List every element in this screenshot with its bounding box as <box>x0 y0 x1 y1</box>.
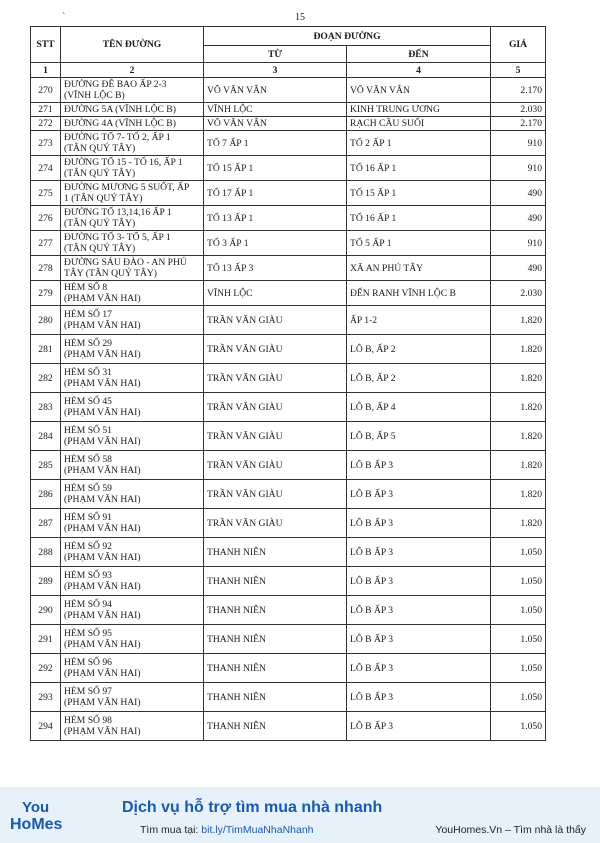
row-price: 1.820 <box>491 393 546 422</box>
header-stt: STT <box>31 27 61 63</box>
footer-banner <box>0 787 600 843</box>
street-name-line: (PHẠM VĂN HAI) <box>64 668 141 679</box>
street-name-line: ĐƯỜNG TỔ 3- TỔ 5, ẤP 1 <box>64 232 171 243</box>
scan-mark: ` <box>62 12 66 23</box>
footer-find <box>140 824 314 836</box>
row-to: TỔ 5 ẤP 1 <box>347 231 491 256</box>
land-price-table <box>30 26 546 741</box>
row-stt: 281 <box>31 335 61 364</box>
row-street-name <box>61 596 204 625</box>
footer-site[interactable]: YouHomes.Vn – Tìm nhà là thấy <box>435 824 586 836</box>
table-row <box>31 335 546 364</box>
row-price: 1.050 <box>491 654 546 683</box>
row-to: ĐẾN RANH VĨNH LỘC B <box>347 281 491 306</box>
table-row <box>31 231 546 256</box>
table-row <box>31 538 546 567</box>
row-to: LÔ B ẤP 3 <box>347 538 491 567</box>
row-to: LÔ B, ẤP 2 <box>347 335 491 364</box>
row-street-name <box>61 306 204 335</box>
row-from: THANH NIÊN <box>204 625 347 654</box>
row-to: LÔ B ẤP 3 <box>347 480 491 509</box>
row-from: TRẦN VĂN GIÀU <box>204 364 347 393</box>
footer-find-label: Tìm mua tại: <box>140 824 202 836</box>
street-name-line: HẺM SỐ 95 <box>64 628 112 639</box>
row-street-name <box>61 131 204 156</box>
row-price: 1.820 <box>491 480 546 509</box>
row-price: 910 <box>491 156 546 181</box>
row-price: 1.820 <box>491 306 546 335</box>
row-stt: 293 <box>31 683 61 712</box>
row-from: THANH NIÊN <box>204 567 347 596</box>
table-row <box>31 281 546 306</box>
row-to: LÔ B ẤP 3 <box>347 683 491 712</box>
table-row <box>31 480 546 509</box>
table-body <box>31 78 546 741</box>
row-to: TỔ 2 ẤP 1 <box>347 131 491 156</box>
table-row <box>31 256 546 281</box>
row-street-name <box>61 567 204 596</box>
row-from: TỔ 15 ẤP 1 <box>204 156 347 181</box>
street-name-line: HẺM SỐ 59 <box>64 483 112 494</box>
street-name-line: HẺM SỐ 96 <box>64 657 112 668</box>
row-price: 1.820 <box>491 422 546 451</box>
table-row <box>31 422 546 451</box>
street-name-line: HẺM SỐ 97 <box>64 686 112 697</box>
street-name-line: ĐƯỜNG SÁU ĐÀO - AN PHÚ <box>64 257 187 268</box>
row-stt: 288 <box>31 538 61 567</box>
row-stt: 274 <box>31 156 61 181</box>
street-name-line: (PHẠM VĂN HAI) <box>64 639 141 650</box>
row-stt: 291 <box>31 625 61 654</box>
row-to: LÔ B ẤP 3 <box>347 654 491 683</box>
street-name-line: (PHẠM VĂN HAI) <box>64 610 141 621</box>
row-to: XÃ AN PHÚ TÂY <box>347 256 491 281</box>
row-price: 1.820 <box>491 509 546 538</box>
col-number: 5 <box>491 63 546 78</box>
row-price: 910 <box>491 231 546 256</box>
row-street-name <box>61 181 204 206</box>
row-from: TRẦN VĂN GIÀU <box>204 393 347 422</box>
table-row <box>31 103 546 117</box>
youhomes-logo <box>8 799 108 837</box>
header-to: ĐẾN <box>347 46 491 63</box>
row-street-name <box>61 156 204 181</box>
row-from: TRẦN VĂN GIÀU <box>204 480 347 509</box>
row-street-name <box>61 422 204 451</box>
row-stt: 273 <box>31 131 61 156</box>
street-name-line: HẺM SỐ 92 <box>64 541 112 552</box>
table-row <box>31 683 546 712</box>
row-from: TRẦN VĂN GIÀU <box>204 335 347 364</box>
row-to: LÔ B ẤP 3 <box>347 451 491 480</box>
street-name-line: (TÂN QUÝ TÂY) <box>64 168 136 179</box>
row-from: VÕ VĂN VÂN <box>204 117 347 131</box>
row-street-name <box>61 231 204 256</box>
table-row <box>31 306 546 335</box>
row-price: 910 <box>491 131 546 156</box>
page-number: 15 <box>295 12 305 23</box>
col-number: 3 <box>204 63 347 78</box>
row-to: TỔ 16 ẤP 1 <box>347 156 491 181</box>
logo-homes: HoMes <box>10 816 63 833</box>
row-stt: 290 <box>31 596 61 625</box>
row-stt: 285 <box>31 451 61 480</box>
row-from: TỔ 13 ẤP 1 <box>204 206 347 231</box>
street-name-line: 1 (TÂN QUÝ TÂY) <box>64 193 143 204</box>
row-price: 1.050 <box>491 712 546 741</box>
street-name-line: HẺM SỐ 91 <box>64 512 112 523</box>
row-to: RẠCH CẦU SUỐI <box>347 117 491 131</box>
street-name-line: (PHẠM VĂN HAI) <box>64 349 141 360</box>
row-price: 2.170 <box>491 117 546 131</box>
street-name-line: HẺM SỐ 8 <box>64 282 108 293</box>
street-name-line: HẺM SỐ 29 <box>64 338 112 349</box>
footer-title: Dịch vụ hỗ trợ tìm mua nhà nhanh <box>122 799 383 816</box>
row-street-name <box>61 451 204 480</box>
street-name-line: HẺM SỐ 58 <box>64 454 112 465</box>
row-from: TRẦN VĂN GIÀU <box>204 306 347 335</box>
street-name-line: HẺM SỐ 51 <box>64 425 112 436</box>
row-price: 1.820 <box>491 451 546 480</box>
table-row <box>31 393 546 422</box>
row-stt: 294 <box>31 712 61 741</box>
table-row <box>31 364 546 393</box>
row-to: VÕ VĂN VÂN <box>347 78 491 103</box>
street-name-line: (PHẠM VĂN HAI) <box>64 552 141 563</box>
street-name-line: (VĨNH LỘC B) <box>64 90 125 101</box>
row-price: 2.170 <box>491 78 546 103</box>
row-from: THANH NIÊN <box>204 654 347 683</box>
row-to: LÔ B, ẤP 4 <box>347 393 491 422</box>
row-to: KINH TRUNG ƯƠNG <box>347 103 491 117</box>
street-name-line: HẺM SỐ 45 <box>64 396 112 407</box>
table-row <box>31 451 546 480</box>
header-price: GIÁ <box>491 27 546 63</box>
table-row <box>31 567 546 596</box>
street-name-line: (PHẠM VĂN HAI) <box>64 293 141 304</box>
row-price: 1.050 <box>491 683 546 712</box>
street-name-line: (PHẠM VĂN HAI) <box>64 494 141 505</box>
row-stt: 272 <box>31 117 61 131</box>
header-segment: ĐOẠN ĐƯỜNG <box>204 27 491 46</box>
row-street-name <box>61 625 204 654</box>
street-name-line: (PHẠM VĂN HAI) <box>64 697 141 708</box>
row-stt: 279 <box>31 281 61 306</box>
row-to: LÔ B ẤP 3 <box>347 509 491 538</box>
street-name-line: (PHẠM VĂN HAI) <box>64 407 141 418</box>
table-row <box>31 78 546 103</box>
row-street-name <box>61 335 204 364</box>
street-name-line: ĐƯỜNG ĐÊ BAO ẤP 2-3 <box>64 79 167 90</box>
table-row <box>31 131 546 156</box>
row-street-name <box>61 712 204 741</box>
street-name-line: HẺM SỐ 93 <box>64 570 112 581</box>
row-street-name <box>61 509 204 538</box>
row-street-name <box>61 103 204 117</box>
row-stt: 271 <box>31 103 61 117</box>
row-price: 1.050 <box>491 567 546 596</box>
table-row <box>31 181 546 206</box>
street-name-line: (PHẠM VĂN HAI) <box>64 378 141 389</box>
row-price: 490 <box>491 206 546 231</box>
footer-find-link[interactable]: bit.ly/TimMuaNhaNhanh <box>201 824 314 836</box>
street-name-line: TÂY (TÂN QUÝ TÂY) <box>64 268 157 279</box>
street-name-line: (PHẠM VĂN HAI) <box>64 465 141 476</box>
row-stt: 275 <box>31 181 61 206</box>
row-to: LÔ B, ẤP 2 <box>347 364 491 393</box>
street-name-line: ĐƯỜNG MƯƠNG 5 SUỐT, ẤP <box>64 182 190 193</box>
row-from: TỔ 13 ẤP 3 <box>204 256 347 281</box>
row-price: 490 <box>491 181 546 206</box>
row-to: TỔ 15 ẤP 1 <box>347 181 491 206</box>
row-street-name <box>61 393 204 422</box>
street-name-line: HẺM SỐ 31 <box>64 367 112 378</box>
col-number: 1 <box>31 63 61 78</box>
street-name-line: (TÂN QUÝ TÂY) <box>64 218 136 229</box>
row-stt: 278 <box>31 256 61 281</box>
row-price: 2.030 <box>491 281 546 306</box>
street-name-line: (TÂN QUÝ TÂY) <box>64 143 136 154</box>
street-name-line: (PHẠM VĂN HAI) <box>64 320 141 331</box>
row-to: LÔ B ẤP 3 <box>347 625 491 654</box>
street-name-line: ĐƯỜNG TỔ 7- TỔ 2, ẤP 1 <box>64 132 171 143</box>
row-from: THANH NIÊN <box>204 538 347 567</box>
row-from: THANH NIÊN <box>204 712 347 741</box>
row-street-name <box>61 364 204 393</box>
row-street-name <box>61 256 204 281</box>
street-name-line: (TÂN QUÝ TÂY) <box>64 243 136 254</box>
row-price: 490 <box>491 256 546 281</box>
row-from: VÕ VĂN VÂN <box>204 78 347 103</box>
street-name-line: HẺM SỐ 98 <box>64 715 112 726</box>
row-price: 1.820 <box>491 335 546 364</box>
table-row <box>31 712 546 741</box>
table-row <box>31 206 546 231</box>
table-row <box>31 509 546 538</box>
row-to: LÔ B ẤP 3 <box>347 567 491 596</box>
row-stt: 286 <box>31 480 61 509</box>
row-price: 1.820 <box>491 364 546 393</box>
row-to: ẤP 1-2 <box>347 306 491 335</box>
row-stt: 287 <box>31 509 61 538</box>
table-row <box>31 156 546 181</box>
street-name-line: ĐƯỜNG TỔ 13,14,16 ẤP 1 <box>64 207 172 218</box>
row-street-name <box>61 683 204 712</box>
row-to: TỔ 16 ẤP 1 <box>347 206 491 231</box>
row-from: TRẦN VĂN GIÀU <box>204 422 347 451</box>
row-from: TỔ 3 ẤP 1 <box>204 231 347 256</box>
row-stt: 276 <box>31 206 61 231</box>
row-from: TỔ 17 ẤP 1 <box>204 181 347 206</box>
row-stt: 283 <box>31 393 61 422</box>
street-name-line: HẺM SỐ 94 <box>64 599 112 610</box>
row-street-name <box>61 480 204 509</box>
street-name-line: ĐƯỜNG TỔ 15 - TỔ 16, ẤP 1 <box>64 157 183 168</box>
row-street-name <box>61 206 204 231</box>
table-row <box>31 625 546 654</box>
row-from: THANH NIÊN <box>204 596 347 625</box>
table-row <box>31 654 546 683</box>
row-from: VĨNH LỘC <box>204 103 347 117</box>
row-price: 2.030 <box>491 103 546 117</box>
row-stt: 277 <box>31 231 61 256</box>
row-stt: 292 <box>31 654 61 683</box>
row-stt: 280 <box>31 306 61 335</box>
street-name-line: ĐƯỜNG 4A (VĨNH LỘC B) <box>64 118 176 129</box>
table-row <box>31 117 546 131</box>
row-from: VĨNH LỘC <box>204 281 347 306</box>
street-name-line: (PHẠM VĂN HAI) <box>64 581 141 592</box>
row-stt: 289 <box>31 567 61 596</box>
row-street-name <box>61 78 204 103</box>
row-street-name <box>61 117 204 131</box>
row-to: LÔ B ẤP 3 <box>347 596 491 625</box>
row-stt: 270 <box>31 78 61 103</box>
row-from: TỔ 7 ẤP 1 <box>204 131 347 156</box>
street-name-line: (PHẠM VĂN HAI) <box>64 436 141 447</box>
street-name-line: HẺM SỐ 17 <box>64 309 112 320</box>
row-street-name <box>61 654 204 683</box>
col-number: 2 <box>61 63 204 78</box>
row-price: 1.050 <box>491 625 546 654</box>
row-to: LÔ B ẤP 3 <box>347 712 491 741</box>
row-price: 1.050 <box>491 596 546 625</box>
col-number: 4 <box>347 63 491 78</box>
row-stt: 282 <box>31 364 61 393</box>
row-stt: 284 <box>31 422 61 451</box>
street-name-line: ĐƯỜNG 5A (VĨNH LỘC B) <box>64 104 176 115</box>
street-name-line: (PHẠM VĂN HAI) <box>64 523 141 534</box>
row-from: TRẦN VĂN GIÀU <box>204 509 347 538</box>
row-to: LÔ B, ẤP 5 <box>347 422 491 451</box>
row-street-name <box>61 538 204 567</box>
header-street-name: TÊN ĐƯỜNG <box>61 27 204 63</box>
logo-you: You <box>22 799 50 816</box>
row-street-name <box>61 281 204 306</box>
street-name-line: (PHẠM VĂN HAI) <box>64 726 141 737</box>
row-from: TRẦN VĂN GIÀU <box>204 451 347 480</box>
row-price: 1.050 <box>491 538 546 567</box>
row-from: THANH NIÊN <box>204 683 347 712</box>
header-from: TỪ <box>204 46 347 63</box>
table-row <box>31 596 546 625</box>
